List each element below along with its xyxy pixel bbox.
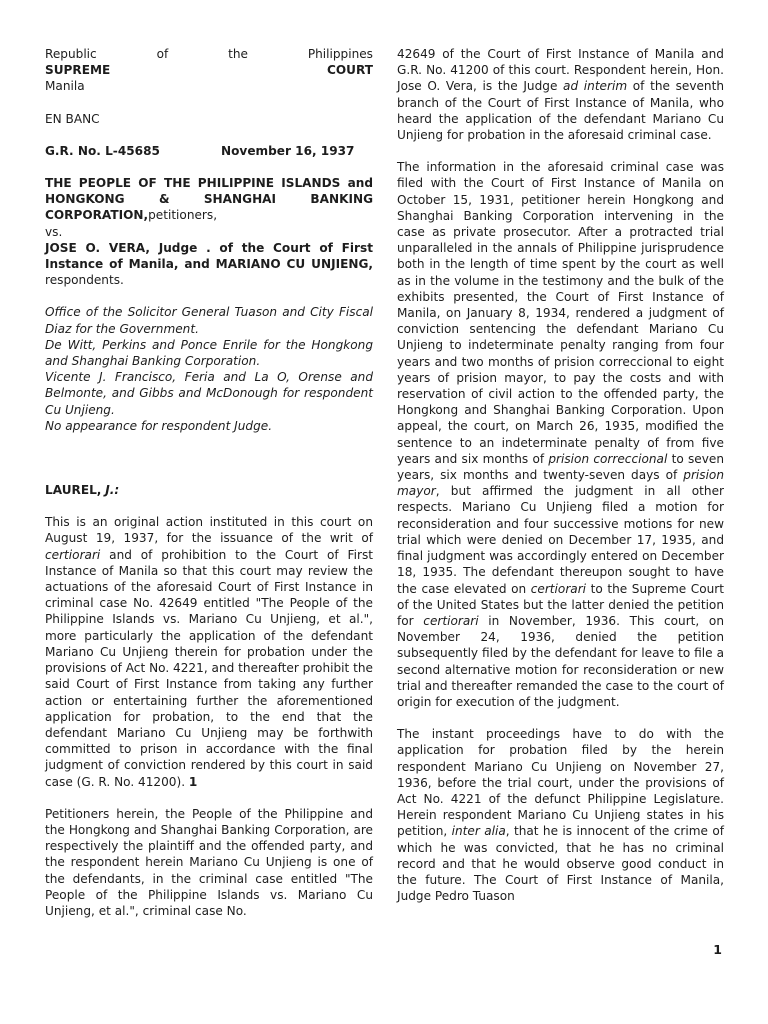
paragraph-4: The instant proceedings have to do with the application for probation filed by the herein respondent Mariano Cu Unjieng on November 27, 1936, before the trial court, under the provisions of Act No. 4221 of the defunct Philippine Legislature. Herein respondent Mariano Cu Unjieng states in his petition, inter alia, that he is innocent of the crime of which he was convicted, that he has no criminal record and that he would observe good conduct in the future. The Court of First Instance of Manila, Judge Pedro Tuason — [397, 727, 724, 904]
respondents-role: respondents. — [45, 273, 124, 288]
paragraph-3: The information in the aforesaid criminal case was filed with the Court of First Instance of Manila on October 15, 1931, petitioner herein Hongkong and Shanghai Banking Corporation intervening in the case as private prosecutor. After a protracted trial unparalleled in the annals of Philippine jurisprudence both in the length of time spent by the court as well as in the volume in the testimony and the bulk of the exhibits presented, the Court of First Instance of Manila, on January 8, 1934, rendered a judgment of conviction sentencing the defendant Mariano Cu Unjieng to indeterminate penalty ranging from four years and two months of prision correccional to eight years of prision mayor, to pay the costs and with reservation of civil action to the offended party, the Hongkong and Shanghai Banking Corporation. Upon appeal, the court, on March 26, 1935, modified the sentence to an indeterminate penalty of from five years and six months of prision correccional to seven years, six months and twenty-seven days of prision mayor, but affirmed the judgment in all other respects. Mariano Cu Unjieng filed a motion for reconsideration and four successive motions for new trial which were denied on December 17, 1935, and final judgment was accordingly entered on December 18, 1935. The defendant thereupon sought to have the case elevated on certiorari to the Supreme Court of the United States but the latter denied the petition for certiorari in November, 1936. This court, on November 24, 1936, denied the petition subsequently filed by the defendant for leave to file a second alternative motion for reconsideration or new trial and thereafter remanded the case to the court of origin for execution of the judgment. — [397, 160, 724, 709]
gr-number: G.R. No. L-45685 — [45, 143, 160, 158]
counsel-line: Vicente J. Francisco, Feria and La O, Orense and Belmonte, and Gibbs and McDonough for respondent Cu Unjieng. — [45, 370, 373, 417]
right-column — [397, 46, 724, 904]
petitioners-role: petitioners, — [148, 208, 218, 223]
respondents-name: JOSE O. VERA, Judge . of the Court of First Instance of Manila, and MARIANO CU UNJIENG, — [45, 240, 373, 272]
counsel-line: De Witt, Perkins and Ponce Enrile for the Hongkong and Shanghai Banking Corporation. — [45, 337, 373, 369]
header-supreme-court: SUPREME COURT — [45, 63, 373, 78]
decision-date: November 16, 1937 — [221, 143, 355, 158]
footnote-ref[interactable]: 1 — [188, 774, 198, 789]
case-title — [45, 175, 373, 288]
division: EN BANC — [45, 111, 100, 126]
header-city: Manila — [45, 79, 85, 94]
ponente: LAUREL, J.: — [45, 483, 120, 498]
page-number: 1 — [713, 942, 722, 957]
petitioners-name: THE PEOPLE OF THE PHILIPPINE ISLANDS and HONGKONG & SHANGHAI BANKING CORPORATION, — [45, 176, 373, 223]
case-number-line — [45, 143, 373, 159]
versus: vs. — [45, 224, 63, 239]
header-republic: Republic of the Philippines — [45, 47, 373, 61]
counsel-line: Office of the Solicitor General Tuason and City Fiscal Diaz for the Government. — [45, 305, 373, 336]
paragraph-2-continued: 42649 of the Court of First Instance of Manila and G.R. No. 41200 of this court. Respondent herein, Hon. Jose O. Vera, is the Judge ad interim of the seventh branch of the Court of First Instance of Manila, who heard the application of the defendant Mariano Cu Unjieng for probation in the aforesaid criminal case. — [397, 47, 724, 143]
paragraph-2-start: Petitioners herein, the People of the Philippine and the Hongkong and Shanghai Banking Corporation, are respectively the plaintiff and the offended party, and the respondent herein Mariano Cu Unjieng is one of the defendants, in the criminal case entitled "The People of the Philippine Islands vs. Mariano Cu Unjieng, et al.", criminal case No. — [45, 806, 373, 918]
left-column — [45, 46, 373, 919]
counsel-line: No appearance for respondent Judge. — [45, 418, 273, 433]
counsel-block — [45, 304, 373, 434]
paragraph-1: This is an original action instituted in this court on August 19, 1937, for the issuance of the writ of certiorari and of prohibition to the Court of First Instance of Manila so that this court may review the actuations of the aforesaid Court of First Instance in criminal case No. 42649 entitled "The People of the Philippine Islands vs. Mariano Cu Unjieng, et al.", more particularly the application of the defendant Mariano Cu Unjieng therein for probation under the provisions of Act No. 4221, and thereafter prohibit the said Court of First Instance from taking any further action or entertaining further the aforementioned application for probation, to the end that the defendant Mariano Cu Unjieng may be forthwith committed to prison in accordance with the final judgment of conviction rendered by this court in said case (G. R. No. 41200). 1 — [45, 515, 373, 789]
